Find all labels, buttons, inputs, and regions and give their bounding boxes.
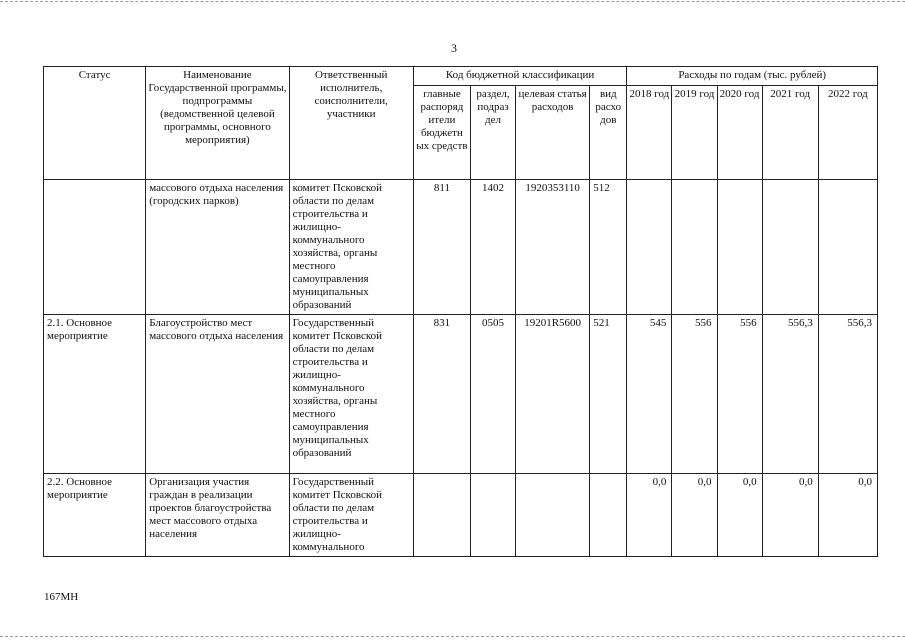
cell-grbs: 811	[413, 180, 470, 315]
cell-status	[44, 180, 146, 315]
cell-expense-kind	[590, 474, 627, 557]
header-grbs: главные распоряд ители бюджетн ых средств	[413, 86, 470, 180]
table-row	[44, 180, 878, 315]
cell-year-2021: 0,0	[762, 474, 818, 557]
cell-section	[470, 474, 515, 557]
cell-program-name: Организация участия граждан в реализации проектов благоустройства мест массового отдыха населения	[146, 474, 289, 557]
header-expense-kind: вид расхо дов	[590, 86, 627, 180]
cell-grbs: 831	[413, 315, 470, 474]
cell-year-2022	[818, 180, 877, 315]
table-row	[44, 474, 878, 557]
cell-expense-kind: 512	[590, 180, 627, 315]
cell-year-2021: 556,3	[762, 315, 818, 474]
cell-program-name: массового отдыха населения (городских парков)	[146, 180, 289, 315]
header-budget-code: Код бюджетной классификации	[413, 67, 626, 86]
table-row	[44, 315, 878, 474]
cell-year-2019: 556	[672, 315, 717, 474]
header-responsible: Ответственный исполнитель, соисполнители, участники	[289, 67, 413, 180]
cell-grbs	[413, 474, 470, 557]
header-section: раздел, подраз дел	[470, 86, 515, 180]
header-year-2018: 2018 год	[627, 86, 672, 180]
budget-table	[43, 66, 878, 557]
cell-year-2018: 545	[627, 315, 672, 474]
header-expenses: Расходы по годам (тыс. рублей)	[627, 67, 878, 86]
scan-edge-top	[0, 1, 905, 2]
cell-responsible: комитет Псковской области по делам строительства и жилищно-коммунального хозяйства, органы местного самоуправления муниципальных образований	[289, 180, 413, 315]
cell-year-2020: 0,0	[717, 474, 762, 557]
cell-section: 0505	[470, 315, 515, 474]
header-year-2020: 2020 год	[717, 86, 762, 180]
cell-program-name: Благоустройство мест массового отдыха населения	[146, 315, 289, 474]
cell-status: 2.1. Основное мероприятие	[44, 315, 146, 474]
cell-target-article	[516, 474, 590, 557]
header-year-2021: 2021 год	[762, 86, 818, 180]
header-year-2019: 2019 год	[672, 86, 717, 180]
cell-year-2020: 556	[717, 315, 762, 474]
cell-year-2022: 0,0	[818, 474, 877, 557]
header-row-1	[44, 67, 878, 86]
cell-section: 1402	[470, 180, 515, 315]
cell-year-2019: 0,0	[672, 474, 717, 557]
cell-target-article: 1920353110	[516, 180, 590, 315]
page-number: 3	[451, 41, 457, 55]
cell-year-2018: 0,0	[627, 474, 672, 557]
scan-edge-bottom	[0, 636, 905, 637]
cell-year-2018	[627, 180, 672, 315]
cell-year-2019	[672, 180, 717, 315]
header-program-name: Наименование Государственной программы, подпрограммы (ведомственной целевой программы, основного мероприятия)	[146, 67, 289, 180]
cell-target-article: 19201R5600	[516, 315, 590, 474]
header-target-article: целевая статья расходов	[516, 86, 590, 180]
cell-year-2020	[717, 180, 762, 315]
document-code-footer: 167МН	[44, 591, 79, 603]
cell-year-2021	[762, 180, 818, 315]
header-year-2022: 2022 год	[818, 86, 877, 180]
cell-responsible: Государственный комитет Псковской области по делам строительства и жилищно-коммунального хозяйства, органы местного самоуправления муниципальных образований	[289, 315, 413, 474]
cell-expense-kind: 521	[590, 315, 627, 474]
cell-status: 2.2. Основное мероприятие	[44, 474, 146, 557]
cell-year-2022: 556,3	[818, 315, 877, 474]
header-status: Статус	[44, 67, 146, 180]
cell-responsible: Государственный комитет Псковской области по делам строительства и жилищно-коммунального	[289, 474, 413, 557]
